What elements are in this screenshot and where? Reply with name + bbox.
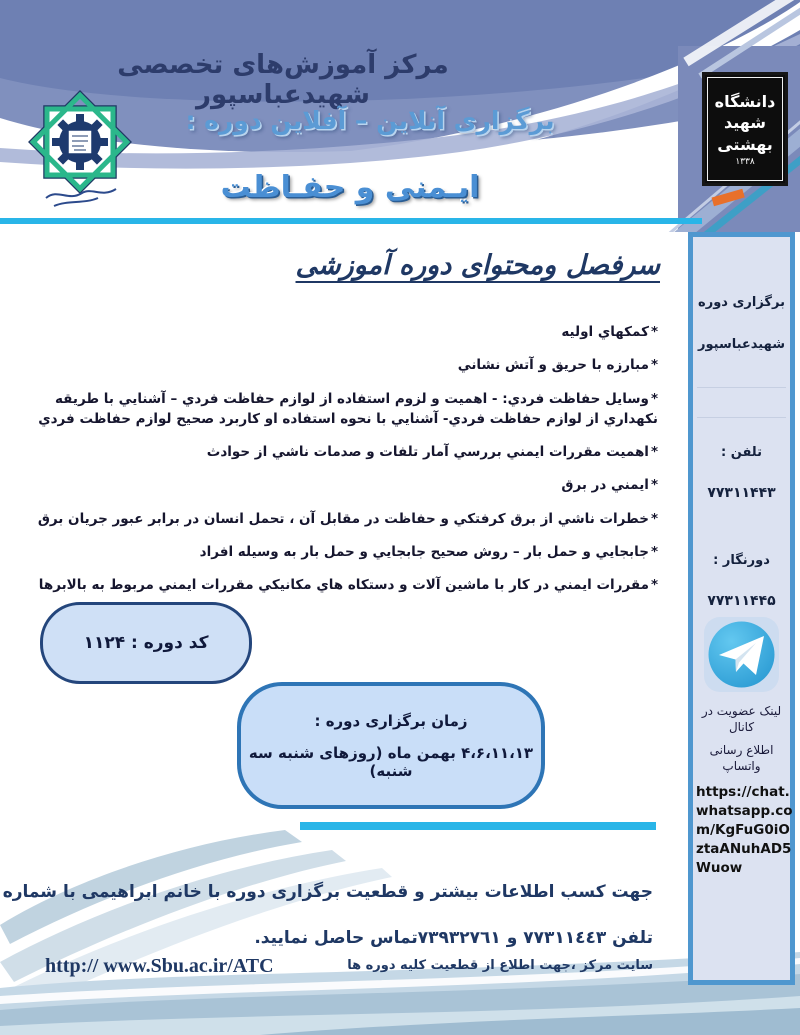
- bullet-asterisk: *: [650, 477, 658, 494]
- org-title: مرکز آموزش‌های تخصصی شهیدعباسپور: [117, 50, 449, 110]
- sidebar-org-line2: شهیدعباسپور: [698, 337, 785, 352]
- whatsapp-link[interactable]: https://chat.whatsapp.com/KgFuG0iOztaANuhAD5Wuow: [696, 784, 793, 876]
- bullet-asterisk: *: [650, 577, 658, 593]
- schedule-title: زمان برگزاری دوره :: [314, 711, 468, 730]
- syllabus-item: [22, 509, 658, 529]
- sidebar-org-line1: برگزاری دوره: [698, 295, 785, 310]
- footer-site-note: سایت مرکز ،جهت اطلاع از قطعیت کلیه دوره ها: [347, 958, 653, 973]
- syllabus-list: [22, 322, 658, 608]
- bullet-asterisk: *: [650, 390, 658, 407]
- syllabus-item: [22, 475, 658, 495]
- telegram-icon[interactable]: [704, 617, 779, 692]
- syllabus-item-text: مقررات ايمني در كار با ماشين آلات و دستكاه هاي مكانيكي مقررات ايمني مربوط به بالابرها: [38, 577, 649, 593]
- footer-info-line1: جهت کسب اطلاعات بیشتر و قطعیت برگزاری دوره با خانم ابراهیمی با شماره: [2, 882, 653, 902]
- syllabus-item: [22, 575, 658, 595]
- sidebar-divider: [697, 387, 786, 388]
- footer-info-line2: تلفن ٧٧٣١١٤٤٣ و ٧٣٩٣٢٧٦١تماس حاصل نمایید.: [254, 928, 653, 948]
- content-divider-bar: [300, 822, 656, 830]
- bullet-asterisk: *: [650, 543, 658, 560]
- syllabus-item-text: خطرات ناشي از برق كرفتكي و حفاظت در مقابل آن ، تحمل انسان در برابر عبور جريان برق: [37, 510, 649, 527]
- section-title: سرفصل ومحتوای دوره آموزشی: [295, 250, 660, 281]
- syllabus-item: [22, 355, 658, 375]
- phone-label: تلفن :: [721, 445, 762, 460]
- delivery-mode-text: برگزاری آنلاین – آفلاین دوره :: [185, 106, 555, 135]
- syllabus-item-text: وسايل حفاظت فردي: - اهميت و لزوم استفاده از لوازم حفاظت فردي – آشنايي با طريقه نكهداري از لوازم حفاظت فردي- آشنايي با نحوه استفاده او كاربرد صحيح لوازم حفاظت فردي: [38, 390, 658, 427]
- syllabus-item: [22, 442, 658, 462]
- course-code-badge: [40, 602, 252, 684]
- university-logo-line3: بهشتی: [717, 134, 773, 154]
- university-logo-year: ۱۳۳۸: [735, 157, 755, 168]
- channel-note2: اطلاع رسانی واتساپ: [709, 743, 774, 774]
- university-logo-inner: [707, 77, 783, 181]
- bullet-asterisk: *: [650, 444, 658, 460]
- syllabus-item: [22, 389, 658, 430]
- syllabus-item: [22, 542, 658, 562]
- syllabus-item: [22, 322, 658, 342]
- bullet-asterisk: *: [650, 324, 658, 340]
- university-logo: [702, 72, 788, 186]
- sidebar-divider: [697, 417, 786, 418]
- fax-label: دورنگار :: [713, 553, 770, 568]
- university-logo-line1: دانشگاه: [714, 91, 776, 111]
- fax-value: ۷۷۳۱۱۴۴۵: [707, 593, 776, 609]
- website-url[interactable]: http:// www.Sbu.ac.ir/ATC: [45, 955, 274, 977]
- syllabus-item-text: جابجايي و حمل بار – روش صحيح جابجايي و حمل بار به وسيله افراد: [199, 543, 649, 560]
- phone-value: ۷۷۳۱۱۴۴۳: [707, 485, 776, 501]
- schedule-dates: ۴،۶،۱۱،۱۳ بهمن ماه (روزهای شنبه سه شنبه): [248, 743, 534, 780]
- bullet-asterisk: *: [650, 510, 658, 527]
- course-title: ایـمنی و حفـاظت: [220, 170, 480, 205]
- contact-sidebar: [688, 232, 795, 985]
- syllabus-item-text: كمكهاي اوليه: [561, 324, 649, 340]
- syllabus-item-text: اهميت مقررات ايمني بررسي آمار تلفات و صدمات ناشي از حوادث: [206, 444, 649, 460]
- channel-note: لینک عضویت در کانال: [701, 704, 782, 735]
- course-code-text: کد دوره : ۱۱۲۴: [83, 633, 209, 653]
- syllabus-item-text: مبارزه با حريق و آتش نشاني: [457, 357, 649, 374]
- syllabus-item-text: ايمني در برق: [561, 477, 649, 494]
- bullet-asterisk: *: [650, 357, 658, 374]
- schedule-badge: [237, 682, 545, 809]
- university-logo-line2: شهید: [723, 113, 767, 133]
- header-divider-line: [0, 218, 702, 224]
